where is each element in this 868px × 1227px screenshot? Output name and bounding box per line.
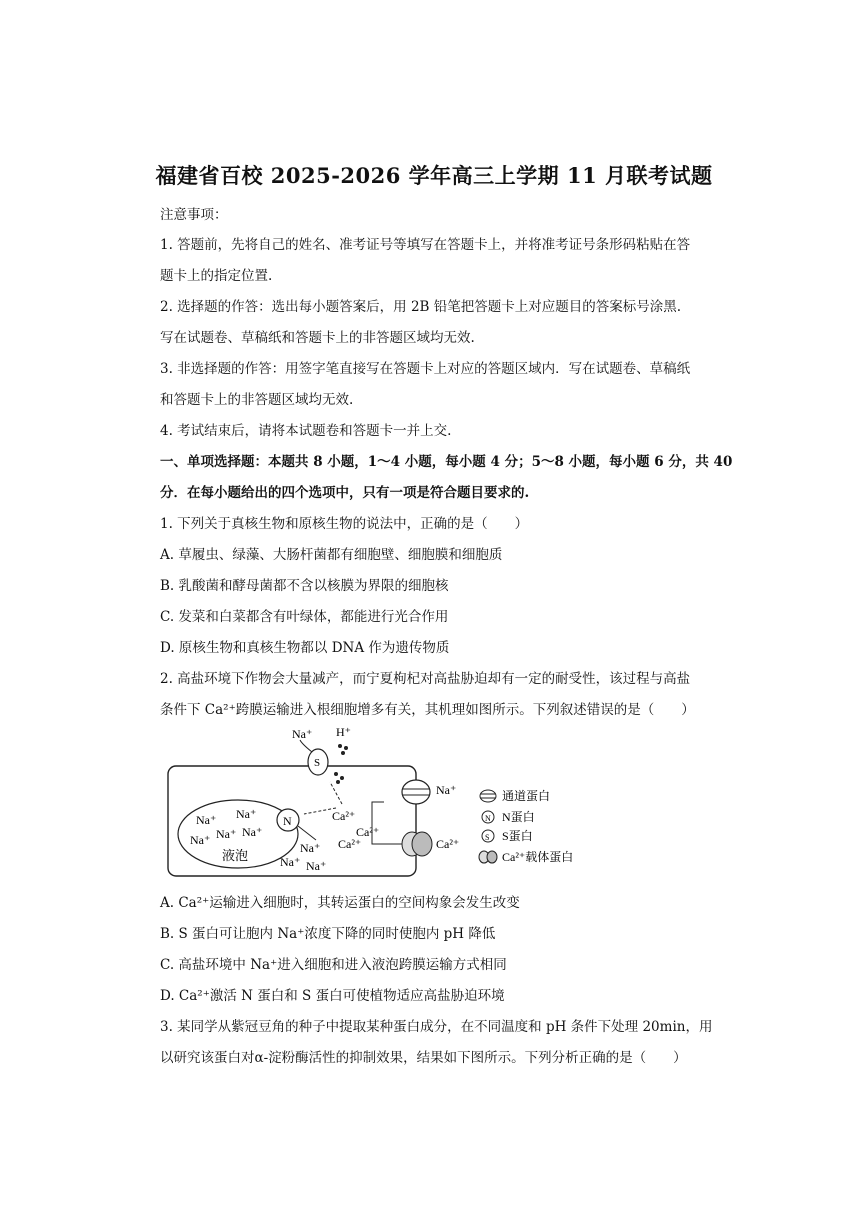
vacuole-na: Na⁺	[242, 825, 263, 839]
note-line: 写在试题卷、草稿纸和答题卡上的非答题区域均无效.	[160, 330, 475, 346]
svg-text:Ca²⁺载体蛋白: Ca²⁺载体蛋白	[502, 850, 574, 864]
h-dots	[334, 744, 348, 784]
svg-text:S: S	[314, 757, 321, 769]
note-line: 3. 非选择题的作答：用签字笔直接写在答题卡上对应的答题区域内．写在试题卷、草稿纸	[160, 361, 691, 377]
vacuole-na: Na⁺	[236, 807, 257, 821]
note-line: 题卡上的指定位置.	[160, 268, 273, 284]
notice-heading: 注意事项：	[160, 207, 228, 223]
ca-activation-arrow	[330, 782, 342, 804]
ca-carrier-icon	[402, 832, 432, 856]
question-3-stem: 以研究该蛋白对α-淀粉酶活性的抑制效果，结果如下图所示。下列分析正确的是（ ）	[160, 1050, 687, 1066]
q2-option-c: C. 高盐环境中 Na⁺进入细胞和进入液泡跨膜运输方式相同	[160, 957, 507, 973]
q2-option-a: A. Ca²⁺运输进入细胞时，其转运蛋白的空间构象会发生改变	[160, 895, 520, 911]
q2-option-d: D. Ca²⁺激活 N 蛋白和 S 蛋白可使植物适应高盐胁迫环境	[160, 988, 505, 1004]
legend-item	[482, 829, 533, 843]
ca-label: Ca²⁺	[332, 809, 356, 823]
page-title: 福建省百校 2025-2026 学年高三上学期 11 月联考试题	[155, 163, 713, 188]
ion-transport-diagram	[160, 722, 600, 880]
q2-option-b: B. S 蛋白可让胞内 Na⁺浓度下降的同时使胞内 pH 降低	[160, 926, 496, 942]
na-channel-label: Na⁺	[436, 783, 457, 797]
legend	[479, 789, 573, 864]
section-heading: 一、单项选择题：本题共 8 小题，1～4 小题，每小题 4 分；5～8 小题，每小题 6 分，共 40	[160, 454, 733, 470]
vacuole-na: Na⁺	[196, 813, 217, 827]
ca-outside-label: Ca²⁺	[436, 837, 460, 851]
svg-text:S蛋白: S蛋白	[502, 829, 533, 843]
legend-item	[480, 789, 550, 803]
svg-text:N蛋白: N蛋白	[502, 810, 535, 824]
q1-option-b: B. 乳酸菌和酵母菌都不含以核膜为界限的细胞核	[160, 578, 449, 594]
note-line: 4. 考试结束后，请将本试题卷和答题卡一并上交.	[160, 423, 452, 439]
s-protein-icon	[308, 749, 328, 775]
vacuole-na: Na⁺	[216, 827, 237, 841]
vacuole-na: Na⁺	[190, 833, 211, 847]
q1-option-d: D. 原核生物和真核生物都以 DNA 作为遗传物质	[160, 640, 450, 656]
ca-label: Ca²⁺	[356, 825, 380, 839]
n-protein-icon	[277, 809, 299, 831]
na-efflux-arrow	[300, 740, 312, 752]
section-heading: 分．在每小题给出的四个选项中，只有一项是符合题目要求的.	[160, 485, 530, 501]
svg-text:N: N	[283, 814, 292, 828]
channel-protein-icon	[402, 780, 430, 804]
note-line: 1. 答题前，先将自己的姓名、准考证号等填写在答题卡上，并将准考证号条形码粘贴在答	[160, 237, 691, 253]
note-line: 和答题卡上的非答题区域均无效.	[160, 392, 354, 408]
ca-label: Ca²⁺	[338, 837, 362, 851]
q1-option-a: A. 草履虫、绿藻、大肠杆菌都有细胞壁、细胞膜和细胞质	[160, 547, 503, 563]
question-2-stem: 条件下 Ca²⁺跨膜运输进入根细胞增多有关，其机理如图所示。下列叙述错误的是（ ）	[160, 702, 695, 718]
note-line: 2. 选择题的作答：选出每小题答案后，用 2B 铅笔把答题卡上对应题目的答案标号涂黑.	[160, 299, 682, 315]
legend-item	[482, 810, 535, 824]
cytosol-na: Na⁺	[280, 855, 301, 869]
question-2-stem: 2. 高盐环境下作物会大量减产，而宁夏枸杞对高盐胁迫却有一定的耐受性，该过程与高盐	[160, 671, 691, 687]
na-label: Na⁺	[292, 727, 313, 741]
q1-option-c: C. 发菜和白菜都含有叶绿体，都能进行光合作用	[160, 609, 449, 625]
na-uptake-arrow	[298, 826, 316, 840]
vacuole-label: 液泡	[222, 848, 249, 863]
legend-item	[479, 849, 573, 864]
question-3-stem: 3. 某同学从紫冠豆角的种子中提取某种蛋白成分，在不同温度和 pH 条件下处理 20min，用	[160, 1019, 713, 1035]
question-1-stem: 1. 下列关于真核生物和原核生物的说法中，正确的是（ ）	[160, 516, 529, 532]
svg-text:通道蛋白: 通道蛋白	[502, 789, 551, 803]
cytosol-na: Na⁺	[300, 841, 321, 855]
cytosol-na: Na⁺	[306, 859, 327, 873]
svg-text:S: S	[485, 833, 490, 842]
h-label: H⁺	[336, 725, 351, 739]
svg-text:N: N	[485, 814, 491, 823]
